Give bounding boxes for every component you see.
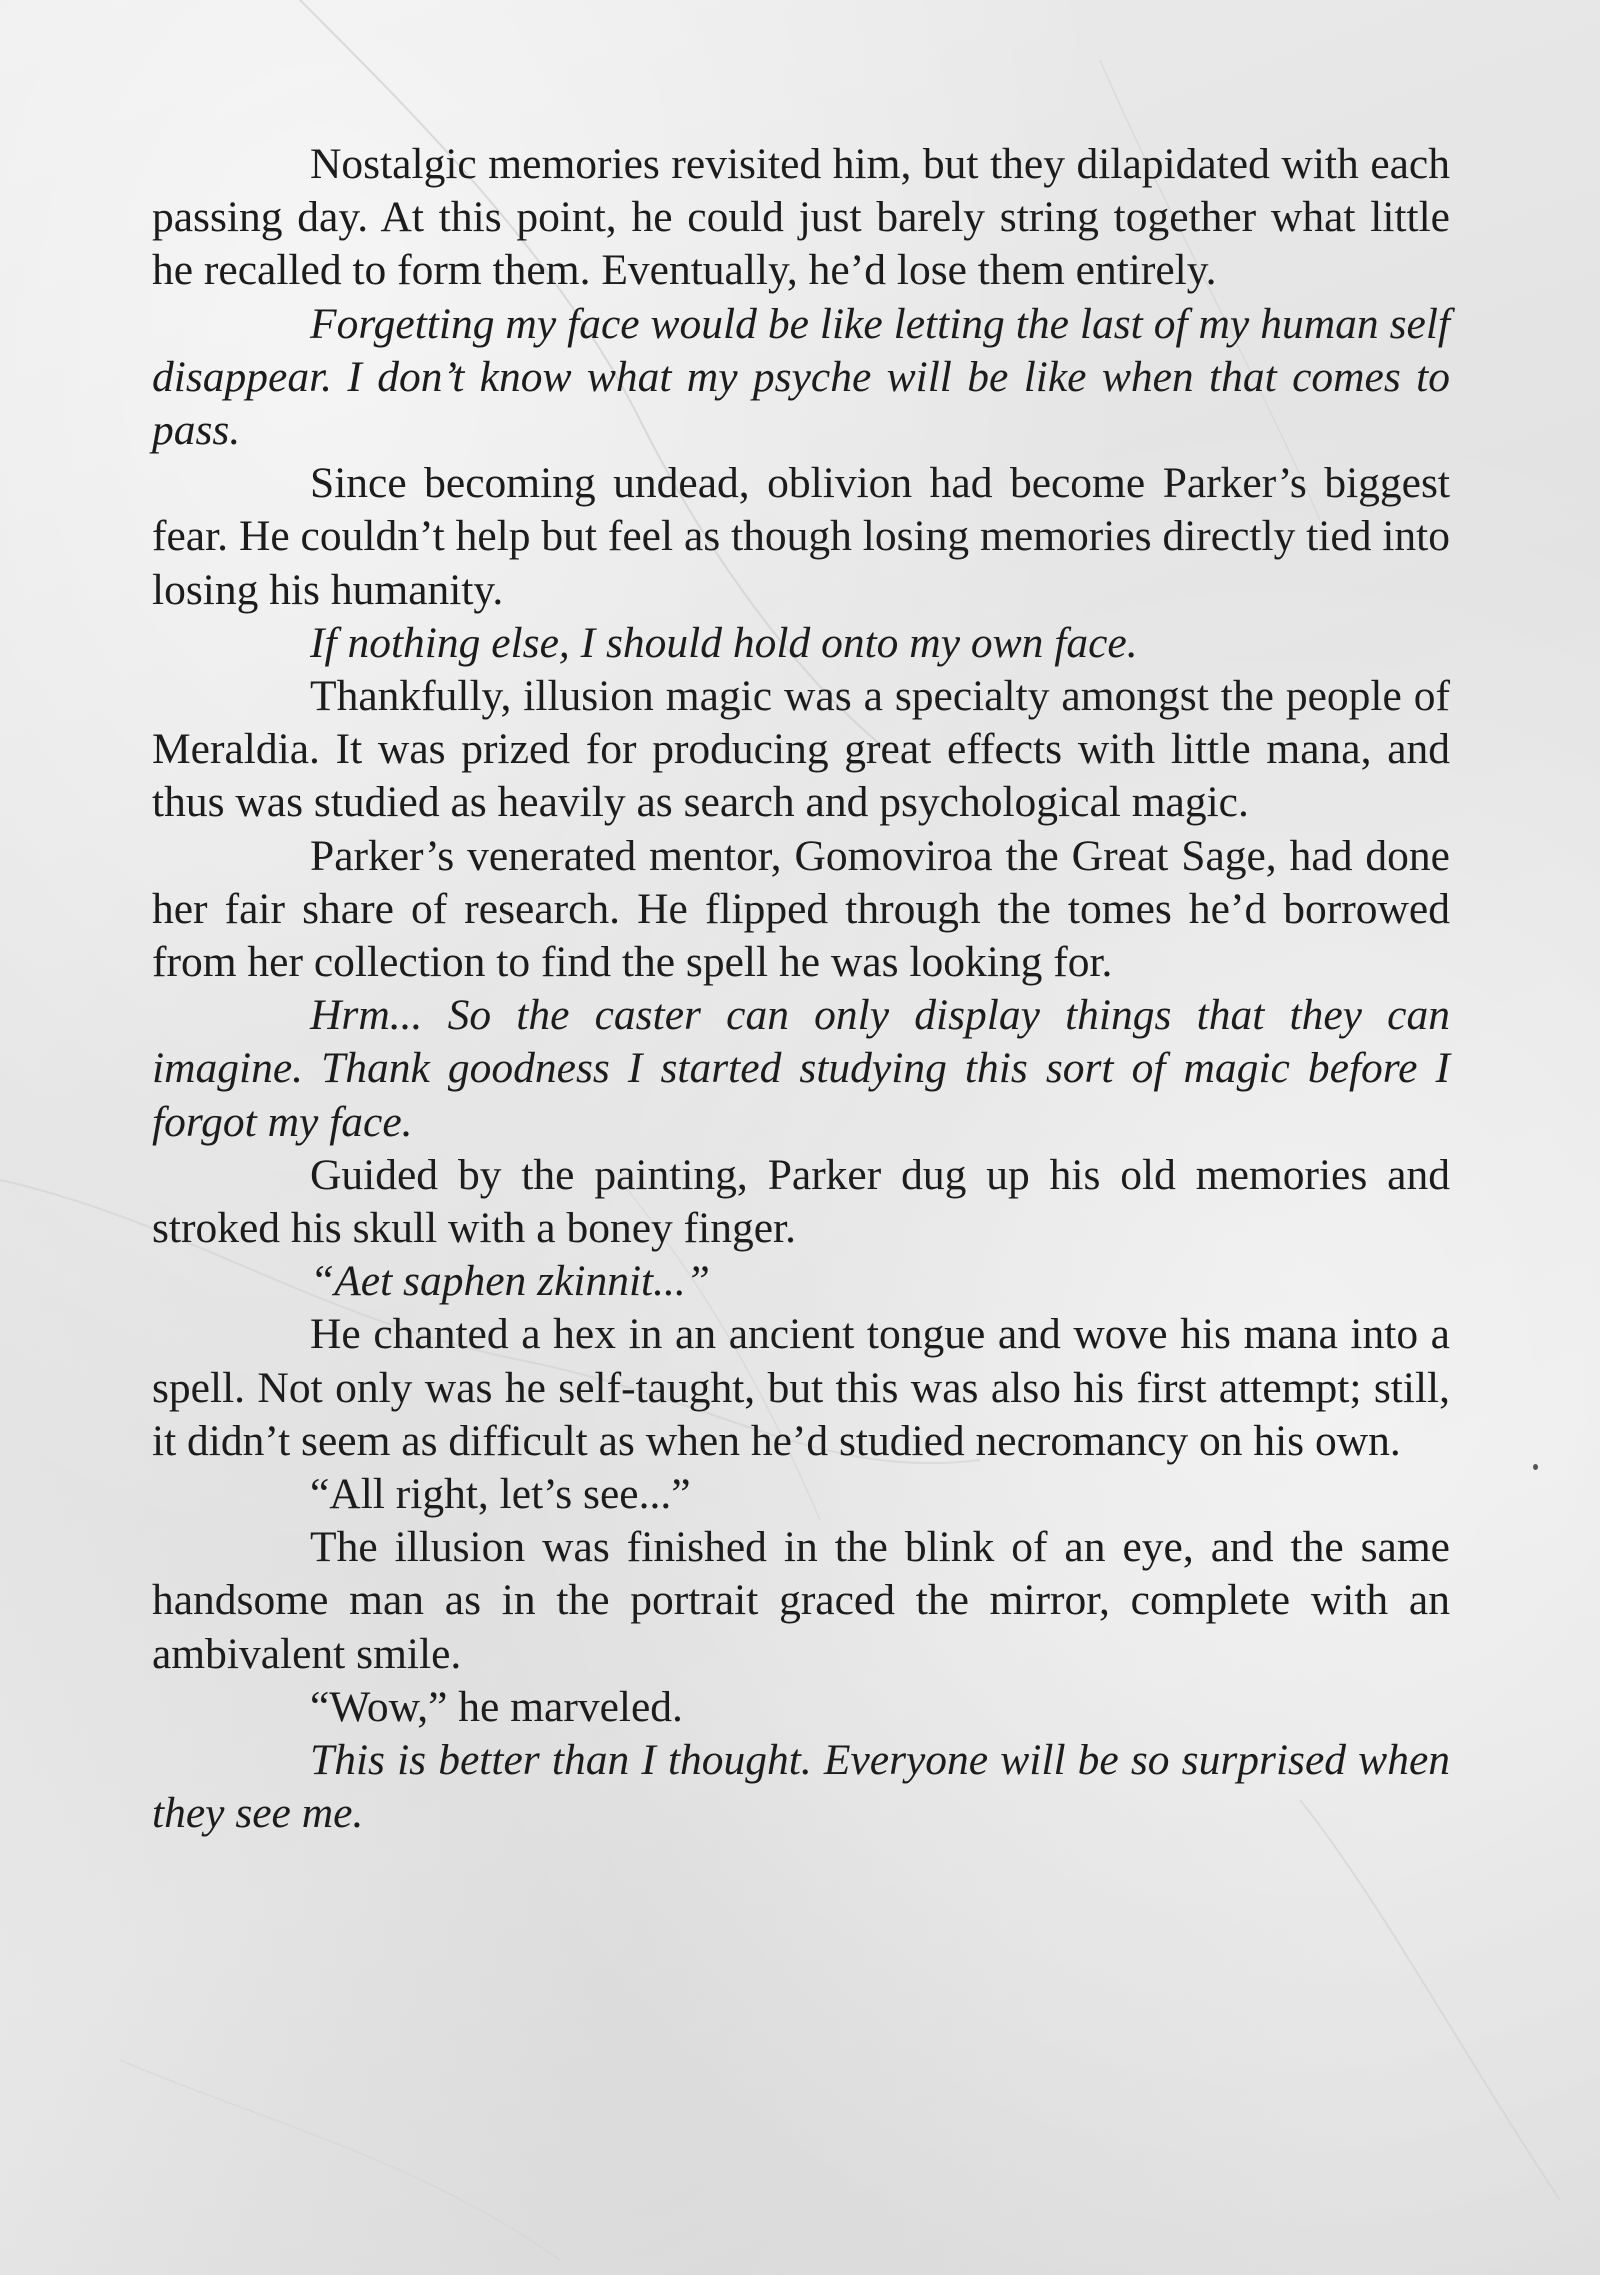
paragraph: Parker’s venerated mentor, Gomoviroa the Great Sage, had done her fair share of research. He flipped through the tomes he’d borrowed from her collection to find the spell he was looking for. [152, 831, 1450, 987]
dialogue-paragraph: “All right, let’s see...” [310, 1470, 691, 1519]
paragraph: Thankfully, illusion magic was a specialty amongst the people of Meraldia. It was prized for producing great effects with little mana, and thus was studied as heavily as search and psychological magic. [152, 672, 1450, 827]
paragraph: He chanted a hex in an ancient tongue and wove his mana into a spell. Not only was he self-taught, but this was also his first attempt; still, it didn’t seem as difficult as when he’d studied necromancy on his own. [152, 1310, 1450, 1465]
inner-thought-paragraph: This is better than I thought. Everyone will be so surprised when they see me. [152, 1736, 1450, 1838]
paragraph: The illusion was finished in the blink of an eye, and the same handsome man as in the portrait graced the mirror, complete with an ambivalent smile. [152, 1523, 1450, 1678]
inner-thought-paragraph: Forgetting my face would be like letting the last of my human self disappear. I don’t know what my psyche will be like when that comes to pass. [152, 299, 1450, 455]
page-body [152, 138, 1450, 1841]
inner-thought-paragraph: If nothing else, I should hold onto my own face. [310, 618, 1138, 667]
dialogue-paragraph: “Wow,” he marveled. [310, 1682, 683, 1731]
paragraph: Guided by the painting, Parker dug up his old memories and stroked his skull with a boney finger. [152, 1150, 1450, 1253]
incantation-paragraph: “Aet saphen zkinnit...” [310, 1257, 710, 1306]
paper-speck [1533, 1464, 1538, 1470]
paragraph: Nostalgic memories revisited him, but they dilapidated with each passing day. At this point, he could just barely string together what little he recalled to form them. Eventually, he’d lose them entirely. [152, 140, 1450, 295]
paragraph: Since becoming undead, oblivion had become Parker’s biggest fear. He couldn’t help but feel as though losing memories directly tied into losing his humanity. [152, 459, 1450, 614]
inner-thought-paragraph: Hrm... So the caster can only display things that they can imagine. Thank goodness I started studying this sort of magic before I forgot my face. [152, 991, 1450, 1146]
